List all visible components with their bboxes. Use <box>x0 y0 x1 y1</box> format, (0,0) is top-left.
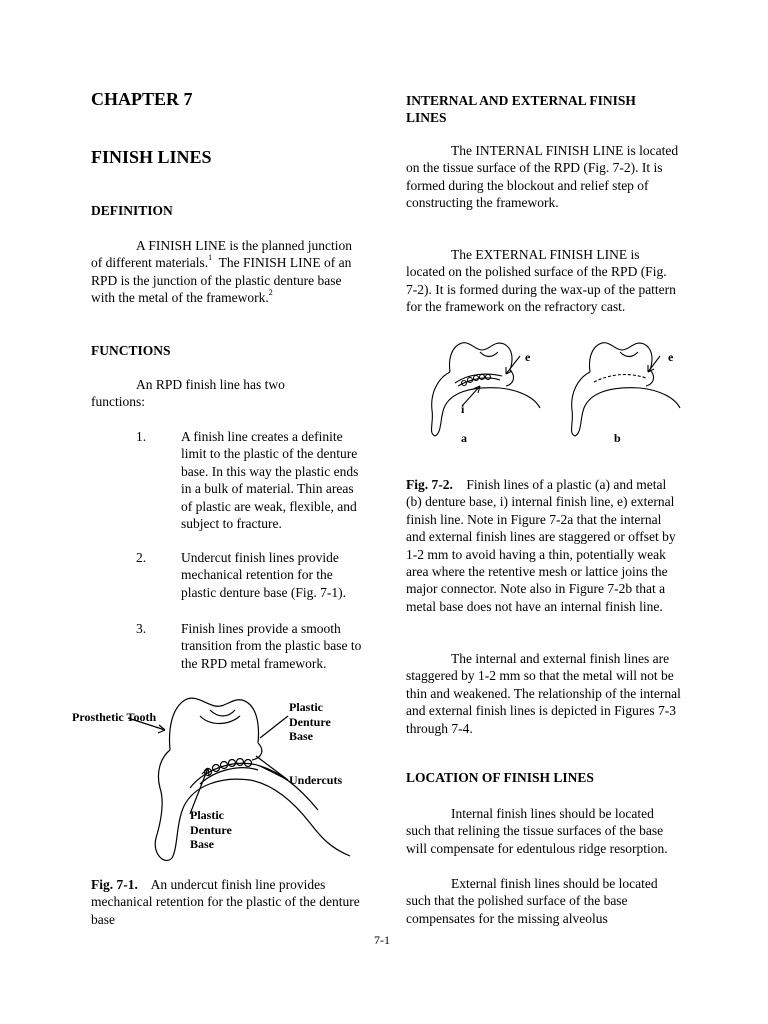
fig-7-2-caption-label: Fig. 7-2. <box>406 477 453 492</box>
fig-7-2-label-e-b: e <box>668 350 674 364</box>
list-number-2: 2. <box>136 550 147 565</box>
definition-text-2: The FINISH LINE of an RPD is the junction of the plastic denture base with the metal of the framework. <box>91 255 352 306</box>
label-prosthetic-tooth: Prosthetic Tooth <box>72 710 157 724</box>
label-undercuts: Undercuts <box>289 773 343 787</box>
page-number: 7-1 <box>374 933 390 947</box>
functions-intro: An RPD finish line has two functions: <box>91 377 285 410</box>
fig-7-2-label-a: a <box>461 431 467 445</box>
fig-7-1-caption-label: Fig. 7-1. <box>91 877 138 892</box>
fig-7-1-caption <box>91 876 366 928</box>
fig-7-2-caption <box>406 476 681 615</box>
chapter-title: FINISH LINES <box>91 147 212 167</box>
definition-text-1: A FINISH LINE is the planned junction of different materials. <box>91 238 352 271</box>
definition-paragraph <box>91 237 361 307</box>
label-plastic-denture-base-bottom: Plastic Denture Base <box>190 808 232 851</box>
label-plastic-denture-base-top: Plastic Denture Base <box>289 700 331 743</box>
internal-external-heading: INTERNAL AND EXTERNAL FINISH LINES <box>406 93 636 125</box>
chapter-number: CHAPTER 7 <box>91 89 193 109</box>
definition-heading: DEFINITION <box>91 203 173 218</box>
footnote-1: 1 <box>208 253 213 263</box>
location-heading: LOCATION OF FINISH LINES <box>406 770 594 785</box>
fig-7-1-caption-text: An undercut finish line provides mechanical retention for the plastic of the denture base <box>91 877 360 927</box>
list-item-2: Undercut finish lines provide mechanical retention for the plastic denture base (Fig. 7-1). <box>181 550 346 600</box>
fig-7-2-label-i: i <box>461 402 465 416</box>
list-item-1: A finish line creates a definite limit to the plastic of the denture base. In this way the plastic ends in a bulk of material. Thin areas of plastic are weak, flexible, and subject to fracture. <box>181 429 359 532</box>
footnote-2: 2 <box>268 288 273 298</box>
fig-7-2-label-e-a: e <box>525 350 531 364</box>
internal-finish-line-paragraph: The INTERNAL FINISH LINE is located on the tissue surface of the RPD (Fig. 7-2). It is formed during the blockout and relief step of constructing the framework. <box>406 143 679 211</box>
location-paragraph-2: External finish lines should be located such that the polished surface of the base compensates for the missing alveolus <box>406 876 658 926</box>
fig-7-2-label-b: b <box>614 431 621 445</box>
list-number-3: 3. <box>136 621 147 636</box>
functions-heading: FUNCTIONS <box>91 343 171 358</box>
list-item-3: Finish lines provide a smooth transition from the plastic base to the RPD metal framework. <box>181 621 362 671</box>
location-paragraph-1: Internal finish lines should be located such that relining the tissue surfaces of the base will compensate for edentulous ridge resorption. <box>406 806 668 856</box>
staggered-paragraph: The internal and external finish lines are staggered by 1-2 mm so that the metal will not be thin and weakened. The relationship of the internal and external finish lines is depicted in Figures 7-3 through 7-4. <box>406 651 681 736</box>
list-number-1: 1. <box>136 429 147 444</box>
external-finish-line-paragraph: The EXTERNAL FINISH LINE is located on the polished surface of the RPD (Fig. 7-2). It is formed during the wax-up of the pattern for the framework on the refractory cast. <box>406 247 676 315</box>
fig-7-2-caption-text: Finish lines of a plastic (a) and metal (b) denture base, i) internal finish line, e) external finish line. Note in Figure 7-2a that the internal and external finish lines are staggered or offset by 1-2 mm to avoid having a thin, potentially weak area where the retentive mesh or lattice joins the major connector. Note also in Figure 7-2b that a metal base does not have an internal finish line. <box>406 477 676 614</box>
fig-7-2-illustration <box>410 338 690 448</box>
